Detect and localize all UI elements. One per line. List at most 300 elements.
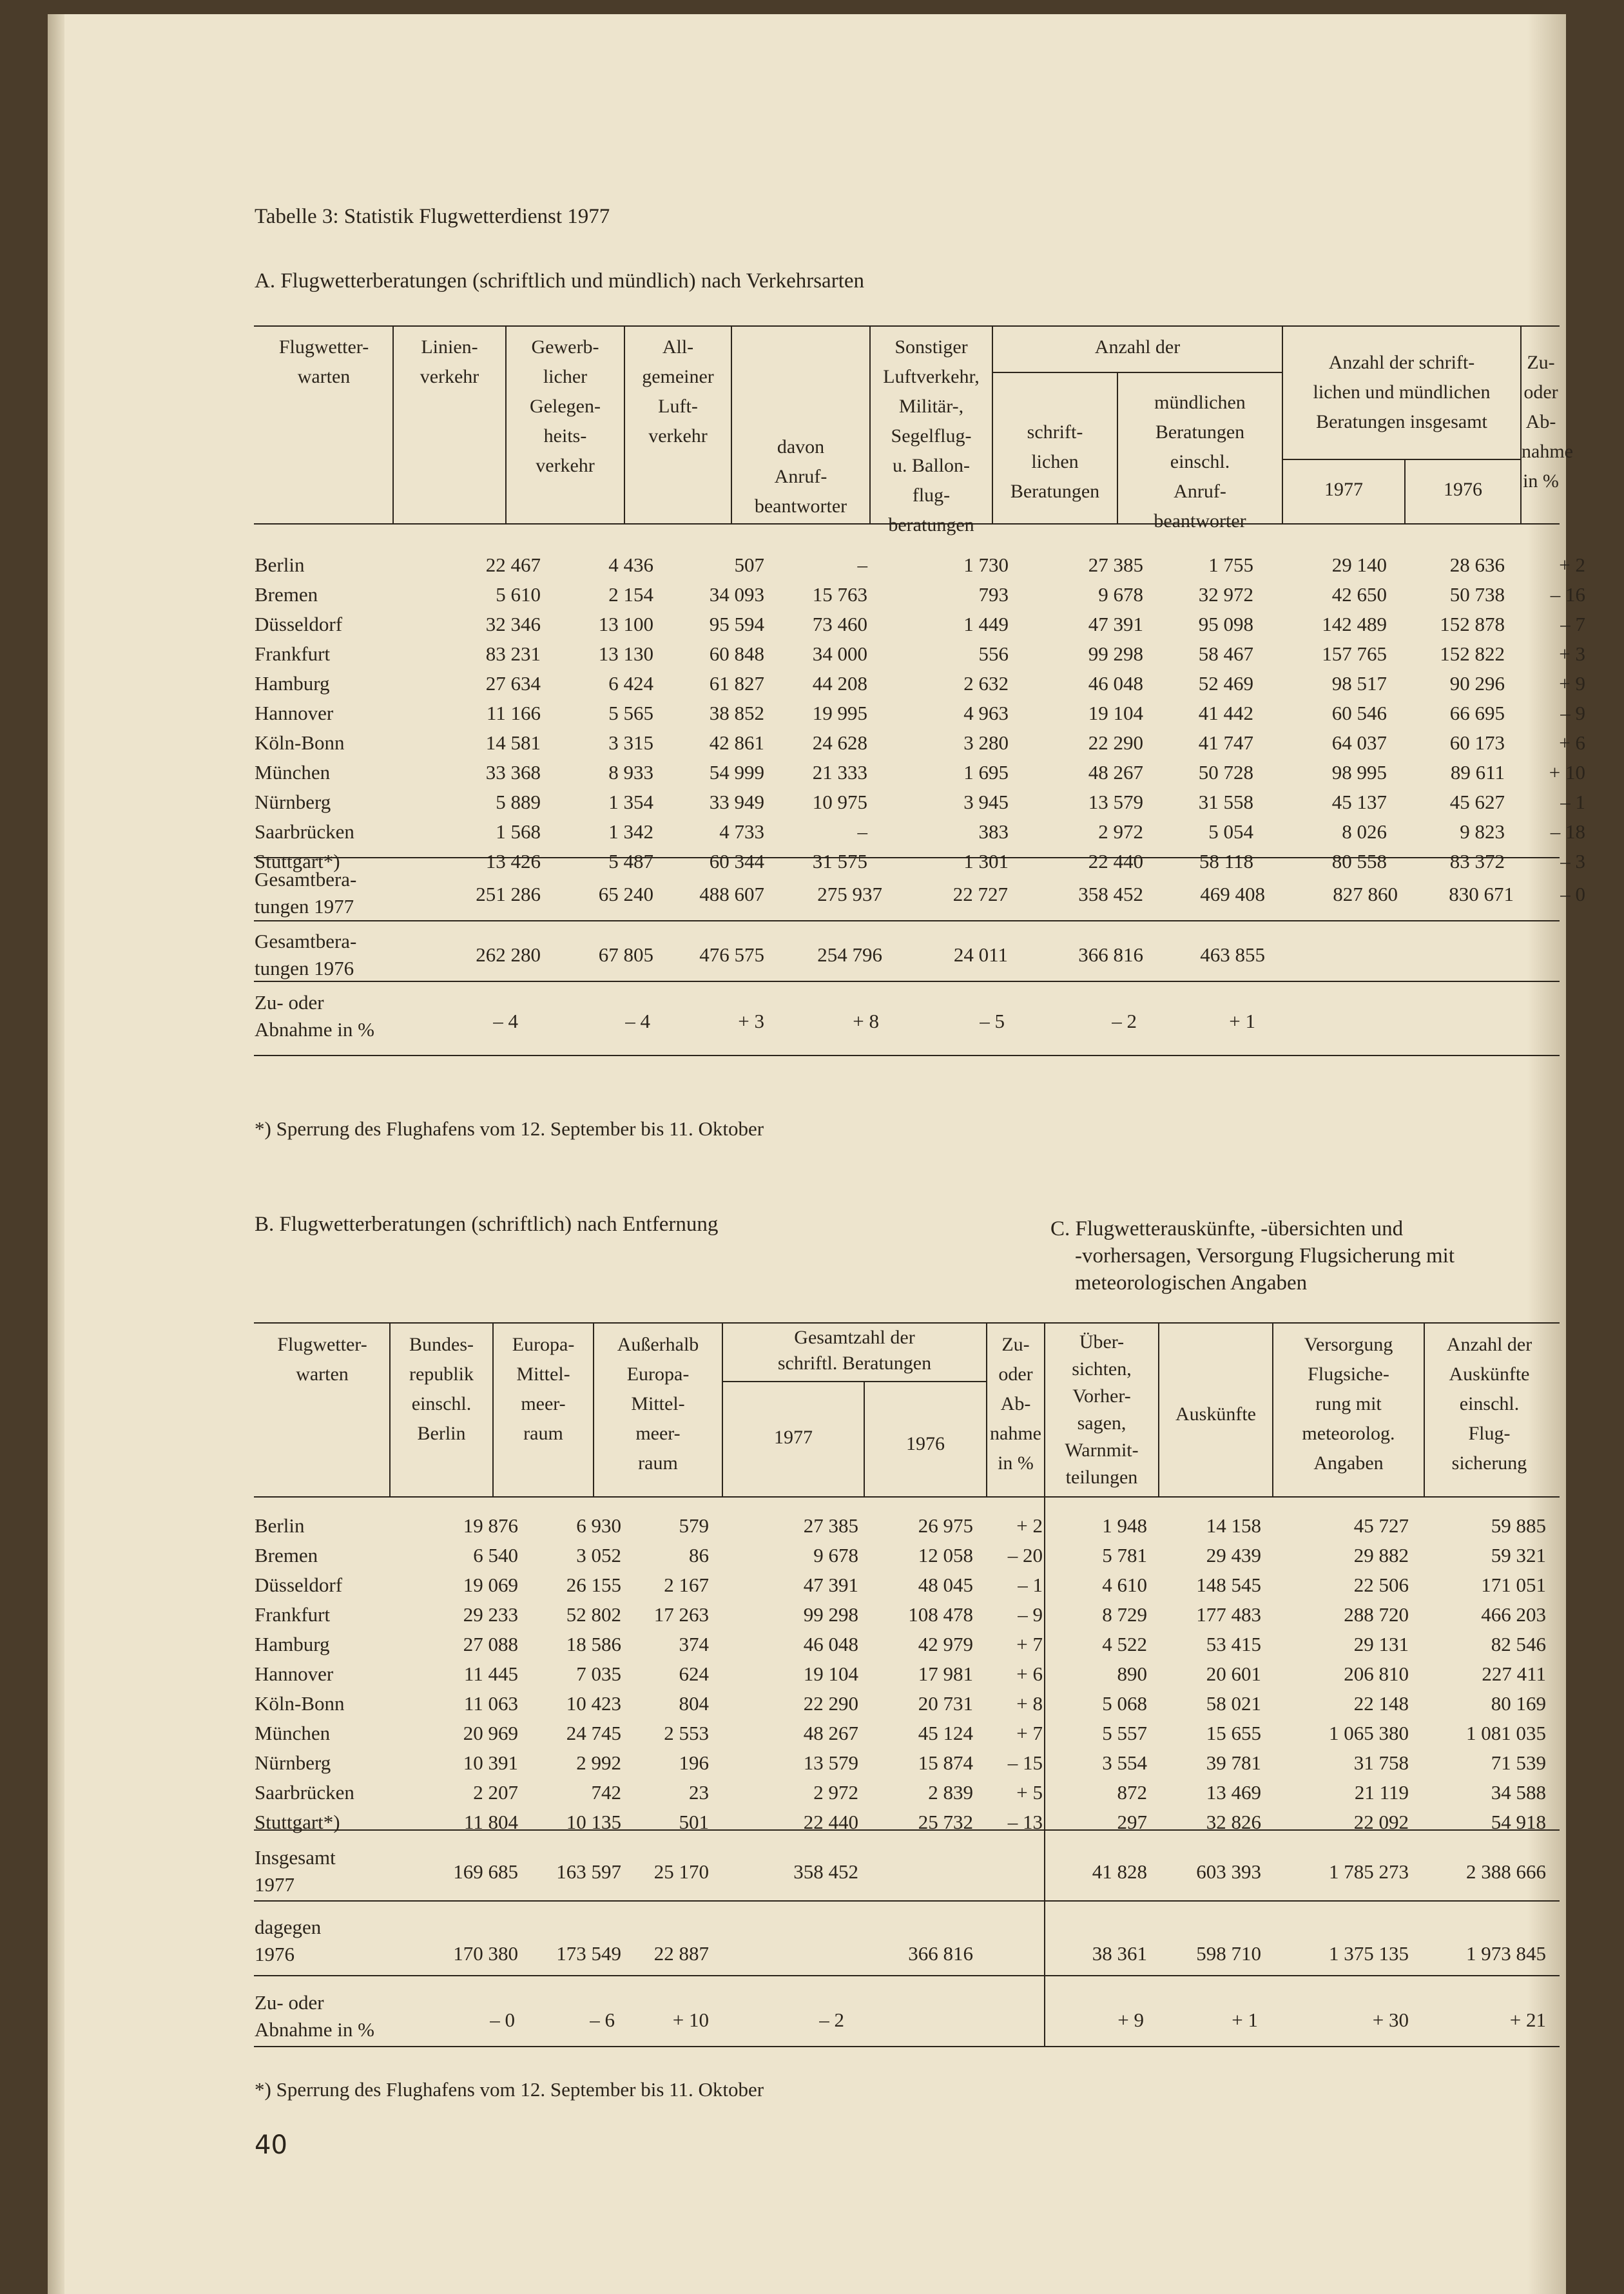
table-c-total1977-anz: 2 388 666 — [1466, 1860, 1546, 1883]
header-1977: 1977 — [1324, 479, 1363, 500]
table-cell: 33 368 — [485, 761, 541, 784]
table-a-total1977-zuab: – 0 — [1560, 883, 1585, 905]
table-b-change-brd: – 0 — [490, 2009, 515, 2031]
header-c-anzahl: Anzahl der Auskünfte einschl. Flug- sicherung — [1446, 1334, 1532, 1474]
table-cell: 80 558 — [1331, 850, 1387, 872]
table-c-anz-column — [1424, 1511, 1546, 1837]
table-title: Tabelle 3: Statistik Flugwetterdienst 1977 — [255, 205, 610, 228]
table-cell: 22 092 — [1353, 1811, 1409, 1833]
page-number: 40 — [255, 2130, 287, 2160]
table-c-total1976-vers: 1 375 135 — [1329, 1942, 1409, 1965]
table-cell: Bremen — [255, 1544, 318, 1566]
table-cell: 22 290 — [803, 1692, 858, 1715]
table-cell: 34 588 — [1491, 1781, 1546, 1804]
table-cell: 17 263 — [653, 1603, 709, 1626]
table-cell: 507 — [734, 554, 764, 576]
table-b-top-rule — [254, 1322, 1560, 1324]
table-cell: – — [857, 554, 867, 576]
table-cell: 11 063 — [463, 1692, 518, 1715]
table-cell: 27 634 — [485, 672, 541, 695]
table-cell: 46 048 — [1088, 672, 1143, 695]
table-cell: – 18 — [1550, 820, 1585, 843]
table-cell: 71 539 — [1491, 1751, 1546, 1774]
table-cell: 5 781 — [1102, 1544, 1147, 1566]
table-cell: 3 554 — [1102, 1751, 1147, 1774]
table-cell: 108 478 — [908, 1603, 973, 1626]
table-cell: 42 979 — [918, 1633, 973, 1655]
table-c-change-uebers: + 9 — [1117, 2009, 1144, 2031]
table-cell: + 7 — [1016, 1722, 1043, 1744]
table-cell: – 20 — [1007, 1544, 1043, 1566]
table-cell: 29 140 — [1331, 554, 1387, 576]
table-cell: 50 728 — [1198, 761, 1253, 784]
table-cell: 15 655 — [1206, 1722, 1261, 1744]
table-cell: 297 — [1117, 1811, 1147, 1833]
table-cell: Köln-Bonn — [255, 731, 345, 754]
table-c-change-ausk: + 1 — [1232, 2009, 1258, 2031]
header-b-gesamtzahl: Gesamtzahl der schriftl. Beratungen — [777, 1327, 932, 1374]
table-cell: 52 802 — [566, 1603, 621, 1626]
table-a-total-rule — [254, 920, 1560, 921]
header-allgemeiner: All- gemeiner Luft- verkehr — [642, 336, 714, 447]
table-cell: 157 765 — [1322, 642, 1387, 665]
table-cell: 3 052 — [576, 1544, 621, 1566]
header-flugwetterwarten: Flugwetter- warten — [278, 336, 369, 387]
table-a-change-allg: + 3 — [738, 1010, 764, 1032]
table-a-change-sonst: – 5 — [980, 1010, 1005, 1032]
table-a-total1977-linien: 251 286 — [476, 883, 541, 905]
table-cell: 374 — [679, 1633, 709, 1655]
table-c-total1976-uebers: 38 361 — [1092, 1942, 1147, 1965]
table-cell: 4 733 — [719, 820, 764, 843]
table-a-davon-column — [731, 550, 867, 876]
table-b-gesamt-rule — [722, 1381, 986, 1382]
table-a-1976-column — [1404, 550, 1505, 876]
table-cell: 61 827 — [709, 672, 764, 695]
table-cell: 20 601 — [1206, 1663, 1261, 1685]
table-cell: 19 069 — [463, 1574, 518, 1596]
table-cell: 53 415 — [1206, 1633, 1261, 1655]
table-cell: 3 945 — [963, 791, 1009, 813]
table-cell: 31 558 — [1198, 791, 1253, 813]
table-cell: 4 610 — [1102, 1574, 1147, 1596]
table-cell: 13 469 — [1206, 1781, 1261, 1804]
table-cell: 34 000 — [812, 642, 867, 665]
table-cell: 1 342 — [608, 820, 653, 843]
table-cell: 38 852 — [709, 702, 764, 724]
table-cell: 9 823 — [1460, 820, 1505, 843]
table-b-total1977-europa: 163 597 — [556, 1860, 621, 1883]
table-cell: 48 267 — [1088, 761, 1143, 784]
table-cell: Nürnberg — [255, 1751, 331, 1774]
header-b-zu-abnahme: Zu- oder Ab- nahme in % — [990, 1334, 1041, 1474]
table-b-header-rule — [254, 1496, 1560, 1498]
table-cell: 29 882 — [1353, 1544, 1409, 1566]
table-a-bottom-rule — [254, 1055, 1560, 1056]
table-cell: 2 632 — [963, 672, 1009, 695]
table-cell: 624 — [679, 1663, 709, 1685]
table-cell: 64 037 — [1331, 731, 1387, 754]
table-cell: 6 424 — [608, 672, 653, 695]
header-b-ausserhalb: Außerhalb Europa- Mittel- meer- raum — [617, 1334, 699, 1474]
table-cell: Düsseldorf — [255, 613, 343, 635]
header-b-1976: 1976 — [906, 1433, 945, 1454]
table-b-station-column — [255, 1511, 354, 1837]
table-cell: 1 065 380 — [1329, 1722, 1409, 1744]
table-cell: Saarbrücken — [255, 820, 354, 843]
table-cell: 14 158 — [1206, 1514, 1261, 1537]
table-a-sonst-column — [869, 550, 1009, 876]
header-sonstiger: Sonstiger Luftverkehr, Militär-, Segelflug- u. Ballon- flug- beratungen — [883, 336, 980, 535]
table-c-total1976-ausk: 598 710 — [1196, 1942, 1261, 1965]
table-cell: 45 124 — [918, 1722, 973, 1744]
table-cell: 20 731 — [918, 1692, 973, 1715]
table-cell: 31 758 — [1353, 1751, 1409, 1774]
table-cell: 1 081 035 — [1466, 1722, 1546, 1744]
table-cell: 1 695 — [963, 761, 1009, 784]
table-c-ausk-column — [1158, 1511, 1261, 1837]
table-cell: 2 553 — [664, 1722, 709, 1744]
table-b-ausser-column — [593, 1511, 709, 1837]
header-schriftlichen: schrift- lichen Beratungen — [1010, 421, 1100, 502]
table-cell: 19 995 — [812, 702, 867, 724]
table-b-zuab-column — [986, 1511, 1043, 1837]
table-cell: 24 628 — [812, 731, 867, 754]
table-cell: 60 546 — [1331, 702, 1387, 724]
table-cell: 90 296 — [1449, 672, 1505, 695]
table-cell: 32 346 — [485, 613, 541, 635]
table-cell: + 9 — [1559, 672, 1585, 695]
table-cell: 42 861 — [709, 731, 764, 754]
table-a-total1976-davon: 254 796 — [817, 943, 882, 966]
table-cell: 1 948 — [1102, 1514, 1147, 1537]
table-b-footnote: *) Sperrung des Flughafens vom 12. September bis 11. Oktober — [255, 2078, 764, 2101]
table-cell: 60 848 — [709, 642, 764, 665]
table-cell: 45 727 — [1353, 1514, 1409, 1537]
table-cell: 47 391 — [1088, 613, 1143, 635]
table-cell: 177 483 — [1196, 1603, 1261, 1626]
table-b-total1976-ausser: 22 887 — [653, 1942, 709, 1965]
table-cell: 23 — [689, 1781, 709, 1804]
table-cell: 22 440 — [803, 1811, 858, 1833]
table-a-total1976-muendl: 463 855 — [1200, 943, 1265, 966]
table-cell: 99 298 — [803, 1603, 858, 1626]
table-cell: 6 930 — [576, 1514, 621, 1537]
header-b-bundesrepublik: Bundes- republik einschl. Berlin — [409, 1334, 474, 1444]
table-cell: 1 354 — [608, 791, 653, 813]
table-cell: 5 557 — [1102, 1722, 1147, 1744]
table-cell: 196 — [679, 1751, 709, 1774]
table-cell: 32 972 — [1198, 583, 1253, 606]
table-cell: 1 755 — [1208, 554, 1253, 576]
table-a-zuab-column — [1520, 550, 1585, 876]
table-cell: 9 678 — [1098, 583, 1143, 606]
table-cell: + 2 — [1559, 554, 1585, 576]
table-cell: 5 068 — [1102, 1692, 1147, 1715]
table-cell: + 6 — [1559, 731, 1585, 754]
table-cell: 171 051 — [1481, 1574, 1546, 1596]
table-b-1976-column — [864, 1511, 973, 1837]
table-a-change-davon: + 8 — [853, 1010, 879, 1032]
table-c-total1976-anz: 1 973 845 — [1466, 1942, 1546, 1965]
table-a-total1977-gewerb: 65 240 — [598, 883, 653, 905]
table-cell: 556 — [978, 642, 1009, 665]
table-cell: 2 972 — [1098, 820, 1143, 843]
section-a-heading: A. Flugwetterberatungen (schriftlich und mündlich) nach Verkehrsarten — [255, 269, 865, 293]
table-cell: 8 729 — [1102, 1603, 1147, 1626]
table-cell: 6 540 — [473, 1544, 518, 1566]
table-cell: 48 045 — [918, 1574, 973, 1596]
table-cell: Hannover — [255, 1663, 334, 1685]
table-cell: 22 290 — [1088, 731, 1143, 754]
table-c-change-anz: + 21 — [1509, 2009, 1546, 2031]
header-c-auskuenfte: Auskünfte — [1175, 1403, 1256, 1425]
table-cell: 22 148 — [1353, 1692, 1409, 1715]
table-cell: München — [255, 761, 331, 784]
table-cell: 22 440 — [1088, 850, 1143, 872]
table-cell: – 9 — [1018, 1603, 1043, 1626]
table-cell: 10 135 — [566, 1811, 621, 1833]
header-anzahl-der: Anzahl der — [1094, 336, 1181, 358]
table-cell: 46 048 — [803, 1633, 858, 1655]
table-cell: 2 207 — [473, 1781, 518, 1804]
table-cell: Hamburg — [255, 1633, 330, 1655]
table-cell: Stuttgart*) — [255, 1811, 340, 1833]
table-a-change-schrift: – 2 — [1112, 1010, 1137, 1032]
table-cell: 466 203 — [1481, 1603, 1546, 1626]
table-cell: 33 949 — [709, 791, 764, 813]
table-cell: 28 636 — [1449, 554, 1505, 576]
table-cell: 22 467 — [485, 554, 541, 576]
table-c-total1977-vers: 1 785 273 — [1329, 1860, 1409, 1883]
table-cell: 13 579 — [803, 1751, 858, 1774]
table-cell: 52 469 — [1198, 672, 1253, 695]
section-c-heading: C. Flugwetterauskünfte, -übersichten und -vorhersagen, Versorgung Flugsicherung mit meteorologischen Angaben — [1050, 1217, 1455, 1295]
table-a-footnote: *) Sperrung des Flughafens vom 12. September bis 11. Oktober — [255, 1117, 764, 1140]
table-cell: 98 995 — [1331, 761, 1387, 784]
table-cell: Nürnberg — [255, 791, 331, 813]
table-a-total1977-sonst: 22 727 — [952, 883, 1008, 905]
header-linienverkehr: Linien- verkehr — [420, 336, 479, 387]
table-b-total76-rule — [254, 1975, 1560, 1976]
table-cell: 42 650 — [1331, 583, 1387, 606]
table-a-change-muendl: + 1 — [1229, 1010, 1255, 1032]
table-a-total1976-sonst: 24 011 — [953, 943, 1008, 966]
table-cell: 34 093 — [709, 583, 764, 606]
table-cell: 579 — [679, 1514, 709, 1537]
table-cell: 2 167 — [664, 1574, 709, 1596]
section-b-heading: B. Flugwetterberatungen (schriftlich) nach Entfernung — [255, 1213, 719, 1236]
table-cell: 2 972 — [813, 1781, 858, 1804]
table-a-total1976-schrift: 366 816 — [1078, 943, 1143, 966]
table-cell: 11 166 — [486, 702, 541, 724]
table-cell: München — [255, 1722, 331, 1744]
header-muendlichen: mündlichen Beratungen einschl. Anruf- beantworter — [1154, 392, 1246, 532]
table-cell: Bremen — [255, 583, 318, 606]
table-cell: 9 678 — [813, 1544, 858, 1566]
table-cell: 10 423 — [566, 1692, 621, 1715]
table-cell: – 16 — [1550, 583, 1585, 606]
table-a-total1976-label: Gesamtbera- tungen 1976 — [255, 930, 357, 979]
table-cell: 41 747 — [1198, 731, 1253, 754]
table-cell: 98 517 — [1331, 672, 1387, 695]
table-cell: 59 321 — [1491, 1544, 1546, 1566]
table-cell: 4 963 — [963, 702, 1009, 724]
table-a-total1977-muendl: 469 408 — [1200, 883, 1265, 905]
table-b-total1976-brd: 170 380 — [453, 1942, 518, 1965]
table-cell: 44 208 — [812, 672, 867, 695]
table-cell: 14 581 — [485, 731, 541, 754]
table-cell: 27 385 — [1088, 554, 1143, 576]
table-c-vers-column — [1272, 1511, 1409, 1837]
table-cell: – 1 — [1018, 1574, 1043, 1596]
header-b-europa: Europa- Mittel- meer- raum — [512, 1334, 575, 1444]
table-cell: 206 810 — [1344, 1663, 1409, 1685]
table-cell: Frankfurt — [255, 1603, 331, 1626]
table-cell: 793 — [978, 583, 1009, 606]
table-a-total1977-y1977: 827 860 — [1333, 883, 1398, 905]
table-a-change-linien: – 4 — [493, 1010, 518, 1032]
header-davon-anruf: davon Anruf- beantworter — [754, 436, 847, 517]
table-cell: 47 391 — [803, 1574, 858, 1596]
table-a-total1977-y1976: 830 671 — [1449, 883, 1514, 905]
table-cell: + 7 — [1016, 1633, 1043, 1655]
table-cell: 890 — [1117, 1663, 1147, 1685]
table-a-total1976-allg: 476 575 — [699, 943, 764, 966]
table-cell: 15 763 — [812, 583, 867, 606]
table-a-total1977-label: Gesamtbera- tungen 1977 — [255, 868, 357, 918]
table-cell: 742 — [591, 1781, 621, 1804]
table-cell: 66 695 — [1449, 702, 1505, 724]
header-1976: 1976 — [1444, 479, 1482, 500]
table-cell: 27 088 — [463, 1633, 518, 1655]
table-cell: 22 506 — [1353, 1574, 1409, 1596]
table-b-change-label: Zu- oder Abnahme in % — [255, 1991, 374, 2041]
table-cell: 73 460 — [812, 613, 867, 635]
table-cell: Köln-Bonn — [255, 1692, 345, 1715]
table-cell: + 10 — [1549, 761, 1585, 784]
table-cell: + 5 — [1016, 1781, 1043, 1804]
table-cell: 26 975 — [918, 1514, 973, 1537]
table-a-total1977-allg: 488 607 — [699, 883, 764, 905]
table-cell: 82 546 — [1491, 1633, 1546, 1655]
table-cell: 383 — [978, 820, 1009, 843]
table-cell: 227 411 — [1482, 1663, 1546, 1685]
table-cell: Hannover — [255, 702, 334, 724]
table-cell: Berlin — [255, 1514, 305, 1537]
table-cell: 11 804 — [463, 1811, 518, 1833]
header-b-flugwetterwarten: Flugwetter- warten — [277, 1334, 367, 1385]
table-cell: 5 610 — [496, 583, 541, 606]
table-cell: 501 — [679, 1811, 709, 1833]
table-cell: – 7 — [1560, 613, 1585, 635]
table-cell: 288 720 — [1344, 1603, 1409, 1626]
table-a-top-rule — [254, 325, 1560, 327]
table-a-total1976-linien: 262 280 — [476, 943, 541, 966]
table-cell: 58 118 — [1199, 850, 1253, 872]
table-cell: 19 104 — [1088, 702, 1143, 724]
document-page — [48, 14, 1585, 2294]
table-cell: 872 — [1117, 1781, 1147, 1804]
table-a-muendl-column — [1117, 550, 1253, 876]
table-cell: 804 — [679, 1692, 709, 1715]
table-b-total1976-europa: 173 549 — [556, 1942, 621, 1965]
table-cell: 1 568 — [496, 820, 541, 843]
table-cell: 1 449 — [963, 613, 1009, 635]
table-a-change-gewerb: – 4 — [625, 1010, 650, 1032]
table-cell: – 13 — [1007, 1811, 1043, 1833]
table-cell: 152 822 — [1440, 642, 1505, 665]
table-c-total1977-uebers: 41 828 — [1092, 1860, 1147, 1883]
header-gewerblich: Gewerb- licher Gelegen- heits- verkehr — [530, 336, 601, 476]
table-cell: 27 385 — [803, 1514, 858, 1537]
table-cell: + 6 — [1016, 1663, 1043, 1685]
table-cell: 3 315 — [608, 731, 653, 754]
table-a-insg-rule — [1282, 459, 1520, 460]
table-b-total1977-label: Insgesamt 1977 — [255, 1846, 336, 1896]
header-c-versorgung: Versorgung Flugsiche- rung mit meteorolog. Angaben — [1302, 1334, 1395, 1474]
table-b-change-gesamt: – 2 — [819, 2009, 844, 2031]
table-cell: 13 130 — [598, 642, 653, 665]
table-cell: + 3 — [1559, 642, 1585, 665]
table-cell: – 3 — [1560, 850, 1585, 872]
table-b-total1976-y1976: 366 816 — [908, 1942, 973, 1965]
table-cell: 17 981 — [918, 1663, 973, 1685]
table-a-change-label: Zu- oder Abnahme in % — [255, 991, 374, 1041]
table-cell: 1 301 — [963, 850, 1009, 872]
table-cell: 59 885 — [1491, 1514, 1546, 1537]
table-cell: 13 426 — [485, 850, 541, 872]
table-b-1977-column — [722, 1511, 858, 1837]
table-cell: Frankfurt — [255, 642, 331, 665]
table-cell: 11 445 — [463, 1663, 518, 1685]
header-zu-abnahme: Zu- oder Ab- nahme in % — [1522, 352, 1573, 492]
table-cell: 29 233 — [463, 1603, 518, 1626]
table-cell: 8 933 — [608, 761, 653, 784]
table-cell: 58 467 — [1198, 642, 1253, 665]
table-b-change-ausser: + 10 — [672, 2009, 709, 2031]
table-cell: 48 267 — [803, 1722, 858, 1744]
table-cell: 41 442 — [1198, 702, 1253, 724]
table-cell: 95 098 — [1198, 613, 1253, 635]
table-c-total1977-ausk: 603 393 — [1196, 1860, 1261, 1883]
table-cell: 83 372 — [1449, 850, 1505, 872]
table-cell: 86 — [689, 1544, 709, 1566]
table-cell: Berlin — [255, 554, 305, 576]
table-cell: – 15 — [1007, 1751, 1043, 1774]
table-cell: 15 874 — [918, 1751, 973, 1774]
table-cell: 21 119 — [1354, 1781, 1409, 1804]
table-cell: 10 975 — [812, 791, 867, 813]
table-c-change-vers: + 30 — [1372, 2009, 1409, 2031]
table-a-total76-rule — [254, 981, 1560, 982]
header-b-1977: 1977 — [774, 1427, 813, 1448]
table-cell: Stuttgart*) — [255, 850, 340, 872]
header-c-uebersichten: Über- sichten, Vorher- sagen, Warnmit- teilungen — [1065, 1331, 1139, 1488]
table-a-1977-column — [1282, 550, 1387, 876]
table-cell: 25 732 — [918, 1811, 973, 1833]
table-cell: – — [857, 820, 867, 843]
table-cell: 32 826 — [1206, 1811, 1261, 1833]
table-b-total-rule — [254, 1900, 1560, 1902]
table-cell: 29 131 — [1353, 1633, 1409, 1655]
table-cell: 99 298 — [1088, 642, 1143, 665]
table-cell: – 1 — [1560, 791, 1585, 813]
table-b-total1977-ausser: 25 170 — [653, 1860, 709, 1883]
table-cell: 45 627 — [1449, 791, 1505, 813]
table-cell: 18 586 — [566, 1633, 621, 1655]
table-a-total1977-schrift: 358 452 — [1078, 883, 1143, 905]
